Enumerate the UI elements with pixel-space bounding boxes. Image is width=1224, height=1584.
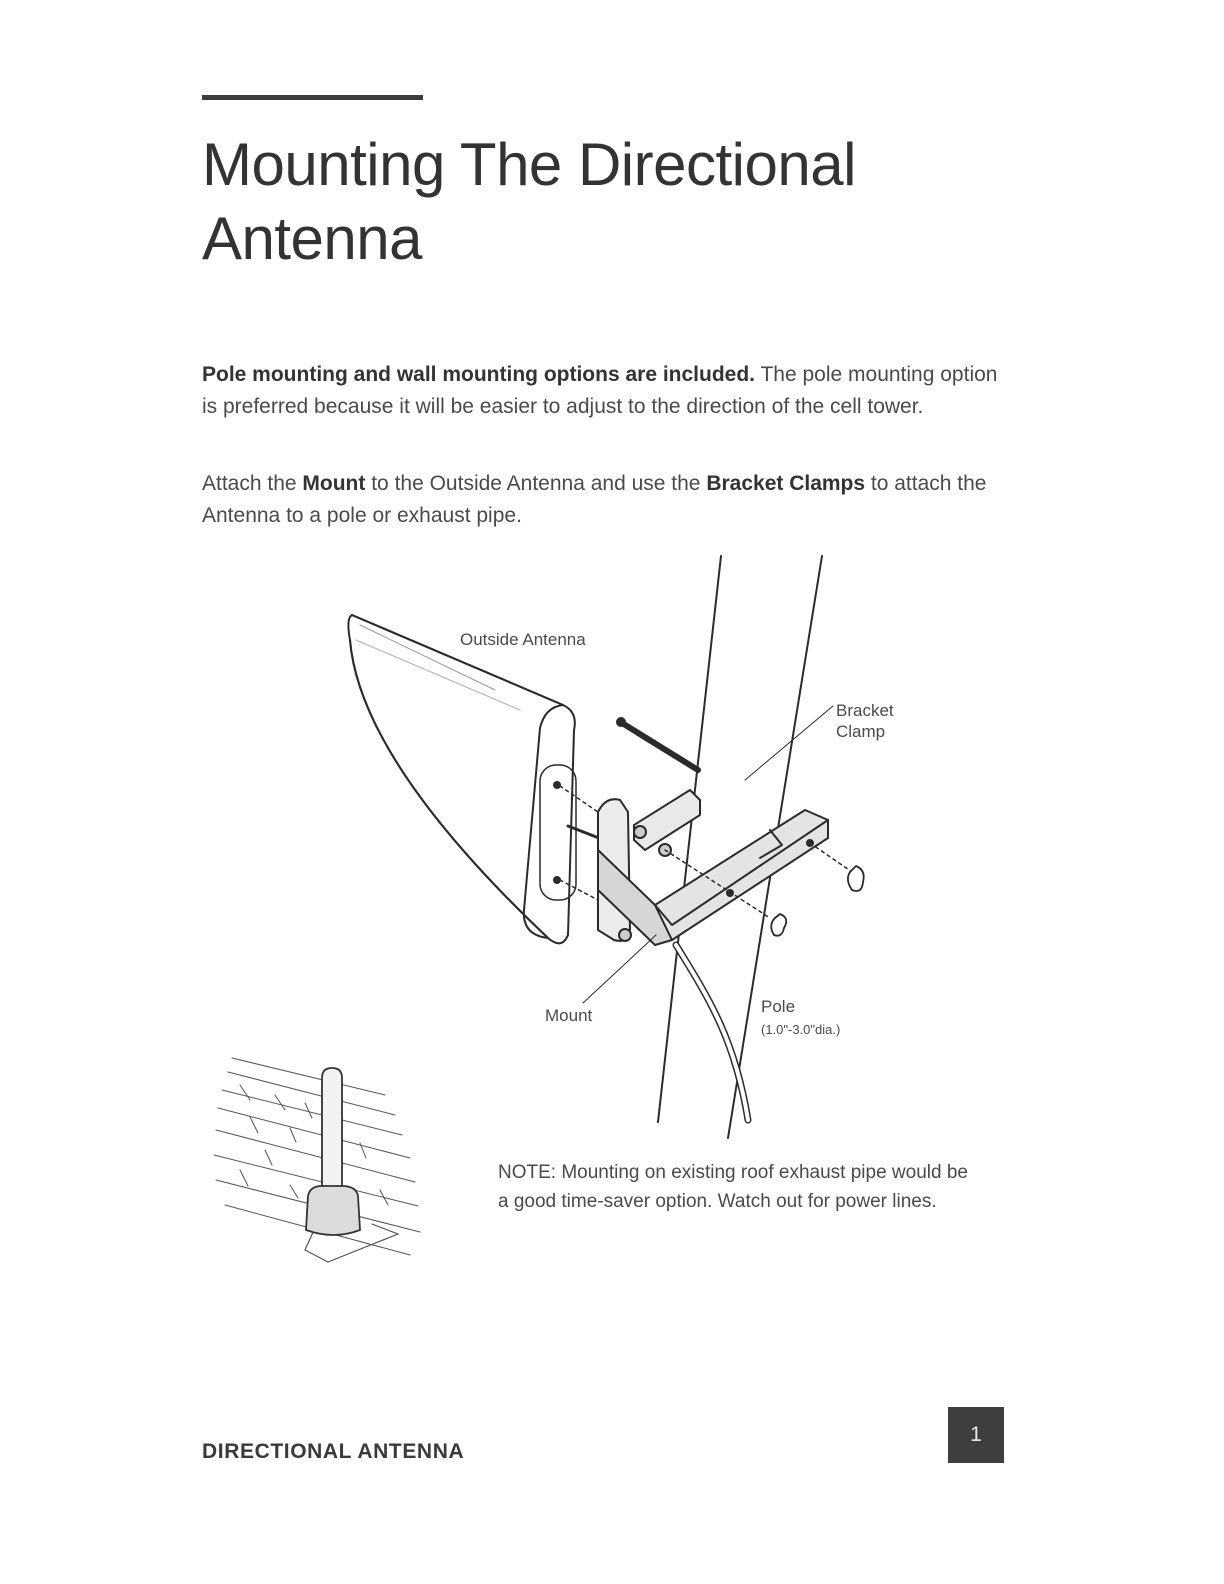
label-mount: Mount xyxy=(545,1006,593,1025)
label-bracket-line1: Bracket xyxy=(836,701,894,720)
instruction-bold-clamps: Bracket Clamps xyxy=(706,472,866,495)
page-number-badge xyxy=(948,1407,1004,1463)
cable-drawing xyxy=(676,945,748,1120)
page-number: 1 xyxy=(970,1423,982,1446)
label-bracket-line2: Clamp xyxy=(836,722,886,741)
label-outside-antenna: Outside Antenna xyxy=(460,630,586,649)
intro-bold: Pole mounting and wall mounting options are included. xyxy=(202,363,756,386)
page-title: Mounting The Directional Antenna xyxy=(202,131,856,272)
label-pole: Pole xyxy=(761,997,796,1016)
instruction-text-2: to the Outside Antenna and use the xyxy=(365,472,707,495)
threaded-rod-drawing xyxy=(617,718,698,770)
mount-bracket-drawing xyxy=(598,790,828,945)
roof-pipe-drawing xyxy=(214,1058,420,1262)
instruction-text-1: Attach the xyxy=(202,472,303,495)
note-text: NOTE: Mounting on existing roof exhaust pipe would be a good time-saver option. Watch out for power lines. xyxy=(498,1162,968,1212)
wing-nut-drawing xyxy=(771,866,863,936)
antenna-drawing xyxy=(348,615,604,943)
label-pole-diameter: (1.0"-3.0"dia.) xyxy=(761,1022,841,1037)
intro-text: The pole mounting option is preferred because it will be easier to adjust to the direction of the cell tower. xyxy=(202,363,998,418)
instruction-text-3: to attach the Antenna to a pole or exhaust pipe. xyxy=(202,472,987,527)
footer-section-title: DIRECTIONAL ANTENNA xyxy=(202,1440,465,1463)
instruction-bold-mount: Mount xyxy=(302,472,366,495)
